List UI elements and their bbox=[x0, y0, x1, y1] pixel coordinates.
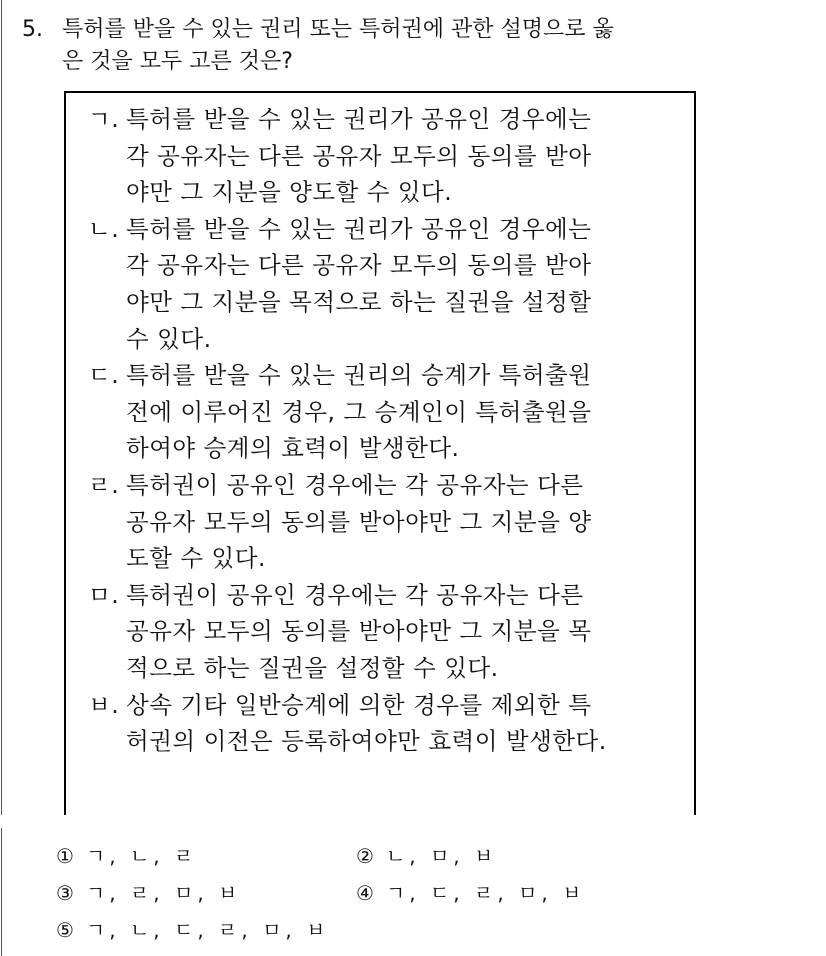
left-margin-rule bbox=[1, 0, 2, 815]
statement-item bbox=[88, 357, 678, 467]
statement-item bbox=[88, 577, 678, 687]
statement-line: 특허권이 공유인 경우에는 각 공유자는 다른 bbox=[126, 580, 584, 609]
statement-mark: ㅂ. bbox=[88, 690, 120, 719]
choice-number: ④ bbox=[356, 881, 374, 905]
question-number: 5. bbox=[22, 17, 43, 42]
question-stem bbox=[22, 14, 792, 78]
statement-line: 공유자 모두의 동의를 받아야만 그 지분을 양 bbox=[126, 507, 592, 536]
answer-choice-5[interactable] bbox=[56, 912, 356, 949]
statement-line: 전에 이루어진 경우, 그 승계인이 특허출원을 bbox=[126, 397, 592, 426]
choice-number: ③ bbox=[56, 881, 74, 905]
statement-list bbox=[88, 101, 678, 760]
statement-box bbox=[64, 91, 696, 815]
statement-line: 특허를 받을 수 있는 권리가 공유인 경우에는 bbox=[126, 214, 592, 243]
choice-options: ㄱ, ㄴ, ㄹ bbox=[85, 844, 198, 868]
statement-line: 특허를 받을 수 있는 권리가 공유인 경우에는 bbox=[126, 105, 592, 133]
statement-mark: ㄴ. bbox=[88, 214, 120, 243]
answer-choice-2[interactable] bbox=[356, 838, 656, 875]
statement-line: 공유자 모두의 동의를 받아야만 그 지분을 목 bbox=[126, 617, 592, 646]
statement-item bbox=[88, 101, 678, 211]
statement-line: 야만 그 지분을 목적으로 하는 질권을 설정할 bbox=[126, 287, 592, 316]
statement-line: 상속 기타 일반승계에 의한 경우를 제외한 특 bbox=[126, 690, 592, 719]
statement-mark: ㄹ. bbox=[88, 470, 120, 499]
choice-options: ㄱ, ㄴ, ㄷ, ㄹ, ㅁ, ㅂ bbox=[85, 918, 330, 942]
choice-options: ㄱ, ㄹ, ㅁ, ㅂ bbox=[85, 881, 242, 905]
statement-item bbox=[88, 211, 678, 357]
statement-line: 특허권이 공유인 경우에는 각 공유자는 다른 bbox=[126, 470, 584, 499]
question-text-line: 특허를 받을 수 있는 권리 또는 특허권에 관한 설명으로 옳 bbox=[62, 17, 614, 42]
choice-number: ① bbox=[56, 844, 74, 868]
statement-mark: ㅁ. bbox=[88, 580, 120, 609]
choice-options: ㄱ, ㄷ, ㄹ, ㅁ, ㅂ bbox=[385, 881, 586, 905]
choice-number: ⑤ bbox=[56, 918, 74, 942]
statement-line: 적으로 하는 질권을 설정할 수 있다. bbox=[126, 653, 499, 682]
choice-number: ② bbox=[356, 844, 374, 868]
choice-options: ㄴ, ㅁ, ㅂ bbox=[385, 844, 498, 868]
statement-line: 하여야 승계의 효력이 발생한다. bbox=[126, 434, 460, 463]
statement-line: 각 공유자는 다른 공유자 모두의 동의를 받아 bbox=[126, 251, 592, 280]
statement-line: 도할 수 있다. bbox=[126, 544, 266, 573]
statement-line: 야만 그 지분을 양도할 수 있다. bbox=[126, 178, 453, 207]
answer-choice-3[interactable] bbox=[56, 875, 356, 912]
statement-line: 각 공유자는 다른 공유자 모두의 동의를 받아 bbox=[126, 141, 592, 170]
statement-line: 특허를 받을 수 있는 권리의 승계가 특허출원 bbox=[126, 361, 592, 390]
left-margin-rule bbox=[1, 828, 2, 956]
statement-mark: ㄱ. bbox=[88, 105, 120, 133]
statement-line: 수 있다. bbox=[126, 324, 212, 353]
answer-choices bbox=[56, 838, 756, 949]
statement-item bbox=[88, 467, 678, 577]
statement-mark: ㄷ. bbox=[88, 361, 120, 390]
statement-item bbox=[88, 687, 678, 760]
question-text-line: 은 것을 모두 고른 것은? bbox=[62, 49, 293, 74]
answer-choice-4[interactable] bbox=[356, 875, 656, 912]
answer-choice-1[interactable] bbox=[56, 838, 356, 875]
statement-line: 허권의 이전은 등록하여야만 효력이 발생한다. bbox=[126, 727, 607, 756]
